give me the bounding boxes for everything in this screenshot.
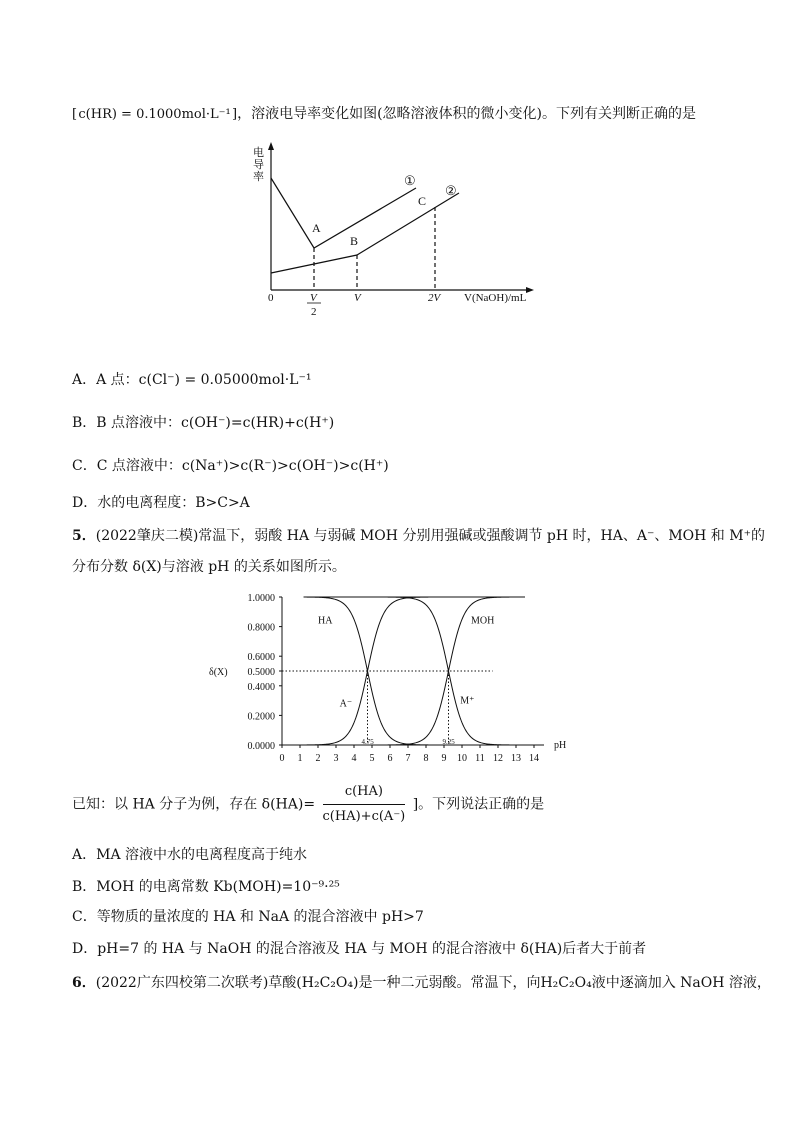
x-tick-label: 13 xyxy=(511,753,521,764)
curve-label-1: ① xyxy=(404,173,416,188)
x-tick-label: 0 xyxy=(279,753,285,764)
x-tick-label: 5 xyxy=(369,753,375,764)
q5-option-a: A．MA 溶液中水的电离程度高于纯水 xyxy=(72,847,308,863)
x-tick-v-half-den: 2 xyxy=(311,306,317,318)
y-axis-arrow xyxy=(268,142,274,150)
x-tick-label: 12 xyxy=(493,753,503,764)
q4-stem-line xyxy=(72,104,696,125)
q4-stem-text: ，溶液电导率变化如图(忽略溶液体积的微小变化)。下列有关判断正确的是 xyxy=(237,106,697,122)
q5-known-prefix: 已知：以 HA 分子为例，存在 δ(HA)= xyxy=(72,796,316,813)
distribution-chart xyxy=(205,588,595,768)
y-tick-label: 0.0000 xyxy=(247,741,275,752)
y-axis-label: δ(X) xyxy=(209,667,228,678)
x-tick-label: 1 xyxy=(297,753,303,764)
series-label-m-plus: M⁺ xyxy=(460,695,475,707)
pka-annotation: 9.25 xyxy=(442,738,455,746)
q4-option-d: D．水的电离程度：B>C>A xyxy=(72,495,250,511)
point-label-C: C xyxy=(418,194,427,208)
q4-option-a: A．A 点：c(Cl⁻) = 0.05000mol·L⁻¹ xyxy=(72,372,312,388)
ylabel-char: 电 xyxy=(253,147,264,159)
series-label-a-minus: A⁻ xyxy=(339,698,353,710)
q5-option-d: D．pH=7 的 HA 与 NaOH 的混合溶液及 HA 与 MOH 的混合溶液中 δ(HA)后者大于前者 xyxy=(72,941,647,957)
x-tick-label: 8 xyxy=(423,753,429,764)
fraction-numerator: c(HA) xyxy=(323,782,406,805)
x-axis-arrow xyxy=(526,287,534,293)
x-origin-label: 0 xyxy=(268,292,274,304)
x-tick-label: 10 xyxy=(457,753,467,764)
x-tick-label: 4 xyxy=(351,753,357,764)
q5-option-b: B．MOH 的电离常数 Kb(MOH)=10⁻⁹·²⁵ xyxy=(72,879,340,895)
q5-option-c: C．等物质的量浓度的 HA 和 NaA 的混合溶液中 pH>7 xyxy=(72,909,424,925)
ylabel-char: 导 xyxy=(253,159,264,171)
curve-2 xyxy=(271,193,459,273)
q5-known-line xyxy=(72,782,544,827)
series-label-moh: MOH xyxy=(471,615,495,627)
x-tick-label: 9 xyxy=(441,753,447,764)
x-axis-label: V(NaOH)/mL xyxy=(464,292,527,304)
y-tick-label: 0.4000 xyxy=(247,681,275,693)
y-tick-label: 0.6000 xyxy=(247,652,275,664)
q6-number: 6． xyxy=(72,975,96,991)
x-tick-label: 2 xyxy=(315,753,321,764)
q5-text-1: (2022肇庆二模)常温下，弱酸 HA 与弱碱 MOH 分别用强碱或强酸调节 pH 时，HA、A⁻、MOH 和 M⁺的 xyxy=(95,528,765,544)
ylabel-char: 率 xyxy=(253,171,264,183)
q4-condition-bracket: [ c(HR) = 0.1000mol·L⁻¹ ] xyxy=(72,107,238,122)
x-tick-label: 11 xyxy=(475,753,485,764)
x-tick-v-half-num: V xyxy=(310,292,317,304)
x-tick-v: V xyxy=(354,292,361,304)
y-tick-label: 1.0000 xyxy=(247,593,275,604)
conductivity-chart xyxy=(250,140,550,320)
x-axis-label: pH xyxy=(554,740,567,751)
curve-label-2: ② xyxy=(445,183,457,198)
x-tick-label: 6 xyxy=(387,753,393,764)
q5-line-1 xyxy=(72,526,765,546)
y-tick-label: 0.8000 xyxy=(247,622,275,634)
y-tick-label: 0.5000 xyxy=(247,667,275,678)
point-label-A: A xyxy=(312,221,321,235)
q6-text: (2022广东四校第二次联考)草酸(H₂C₂O₄)是一种二元弱酸。常温下，向H₂C₂O₄液中逐滴加入 NaOH 溶液， xyxy=(95,975,771,991)
q6-line-1 xyxy=(72,973,771,993)
q5-number: 5． xyxy=(72,528,96,544)
q5-known-suffix: ]。下列说法正确的是 xyxy=(412,796,545,813)
q5-line-2: 分布分数 δ(X)与溶液 pH 的关系如图所示。 xyxy=(72,559,346,575)
x-tick-2v: 2V xyxy=(428,292,441,304)
q4-option-b: B．B 点溶液中：c(OH⁻)=c(HR)+c(H⁺) xyxy=(72,415,335,431)
delta-fraction xyxy=(323,782,406,827)
pka-annotation: 4.75 xyxy=(361,738,374,746)
q4-option-c: C．C 点溶液中：c(Na⁺)>c(R⁻)>c(OH⁻)>c(H⁺) xyxy=(72,458,389,474)
x-tick-label: 14 xyxy=(529,753,539,764)
point-label-B: B xyxy=(350,234,359,248)
x-tick-label: 3 xyxy=(333,753,339,764)
x-tick-label: 7 xyxy=(405,753,411,764)
fraction-denominator: c(HA)+c(A⁻) xyxy=(322,809,406,824)
curve-1 xyxy=(271,178,416,248)
y-tick-label: 0.2000 xyxy=(247,711,275,723)
series-label-ha: HA xyxy=(318,615,333,627)
